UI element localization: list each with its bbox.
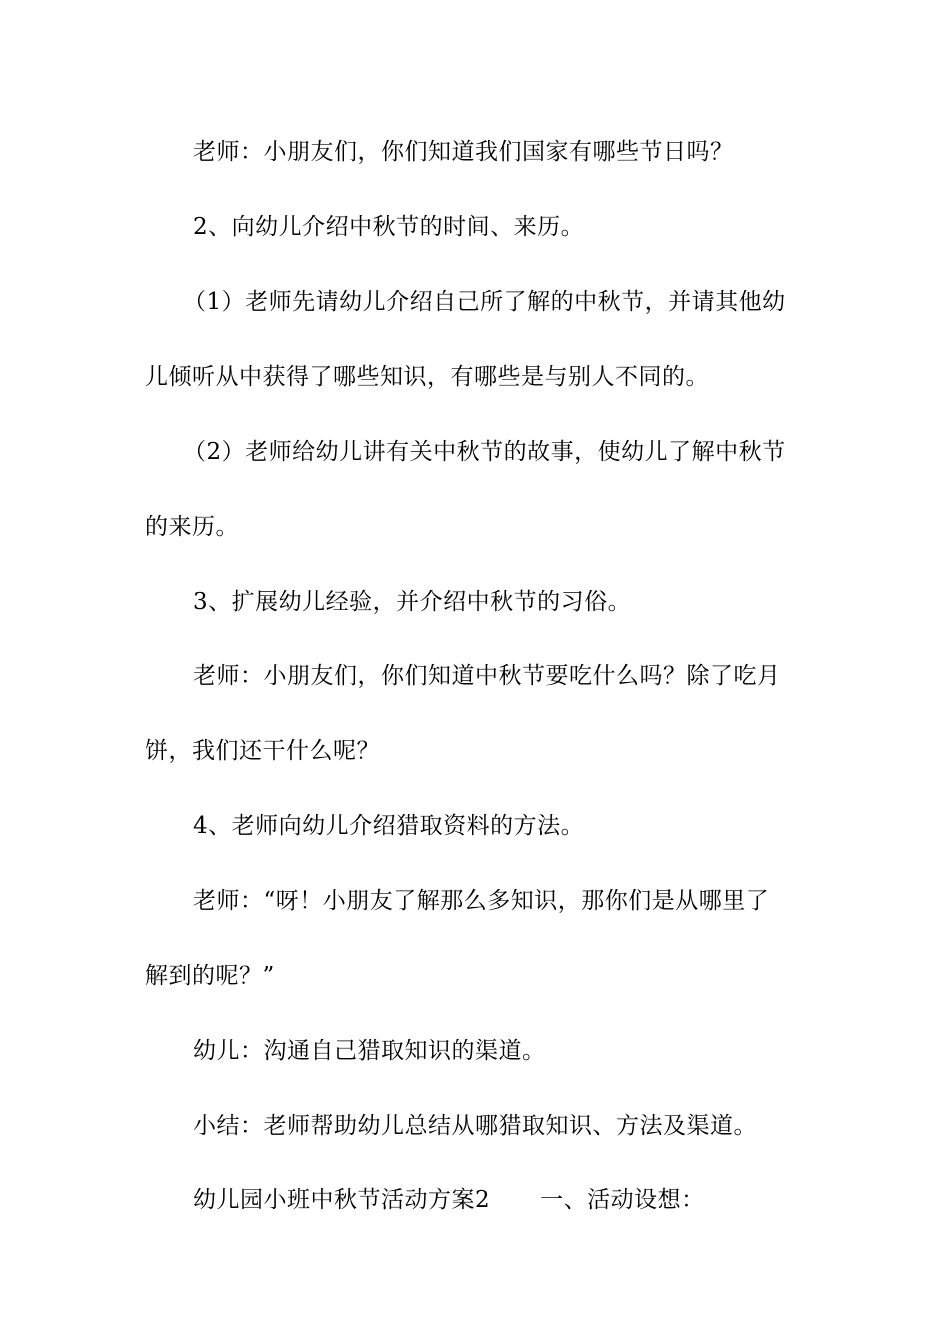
paragraph-line: 的来历。: [145, 514, 239, 540]
paragraph-line: （1）老师先请幼儿介绍自己所了解的中秋节，并请其他幼: [183, 289, 786, 315]
paragraph-line: 小结：老师帮助幼儿总结从哪猎取知识、方法及渠道。: [193, 1113, 757, 1139]
paragraph-line-final: [193, 1185, 863, 1215]
paragraph-line: （2）老师给幼儿讲有关中秋节的故事，使幼儿了解中秋节: [183, 439, 786, 465]
paragraph-line: 幼儿：沟通自己猎取知识的渠道。: [193, 1038, 546, 1064]
paragraph-line: 老师：“呀！小朋友了解那么多知识，那你们是从哪里了: [193, 888, 770, 914]
paragraph-line: 4、老师向幼儿介绍猎取资料的方法。: [193, 813, 585, 839]
paragraph-line: 解到的呢？”: [145, 963, 275, 989]
paragraph-line: 儿倾听从中获得了哪些知识，有哪些是与别人不同的。: [145, 364, 709, 390]
section-title: 幼儿园小班中秋节活动方案2: [193, 1187, 491, 1213]
section-heading: 一、活动设想：: [540, 1187, 705, 1213]
paragraph-line: 饼，我们还干什么呢？: [145, 738, 380, 764]
paragraph-line: 老师：小朋友们，你们知道中秋节要吃什么吗？除了吃月: [193, 663, 781, 689]
paragraph-line: 老师：小朋友们，你们知道我们国家有哪些节日吗？: [193, 139, 734, 165]
paragraph-line: 3、扩展幼儿经验，并介绍中秋节的习俗。: [193, 589, 632, 615]
paragraph-line: 2、向幼儿介绍中秋节的时间、来历。: [193, 214, 585, 240]
